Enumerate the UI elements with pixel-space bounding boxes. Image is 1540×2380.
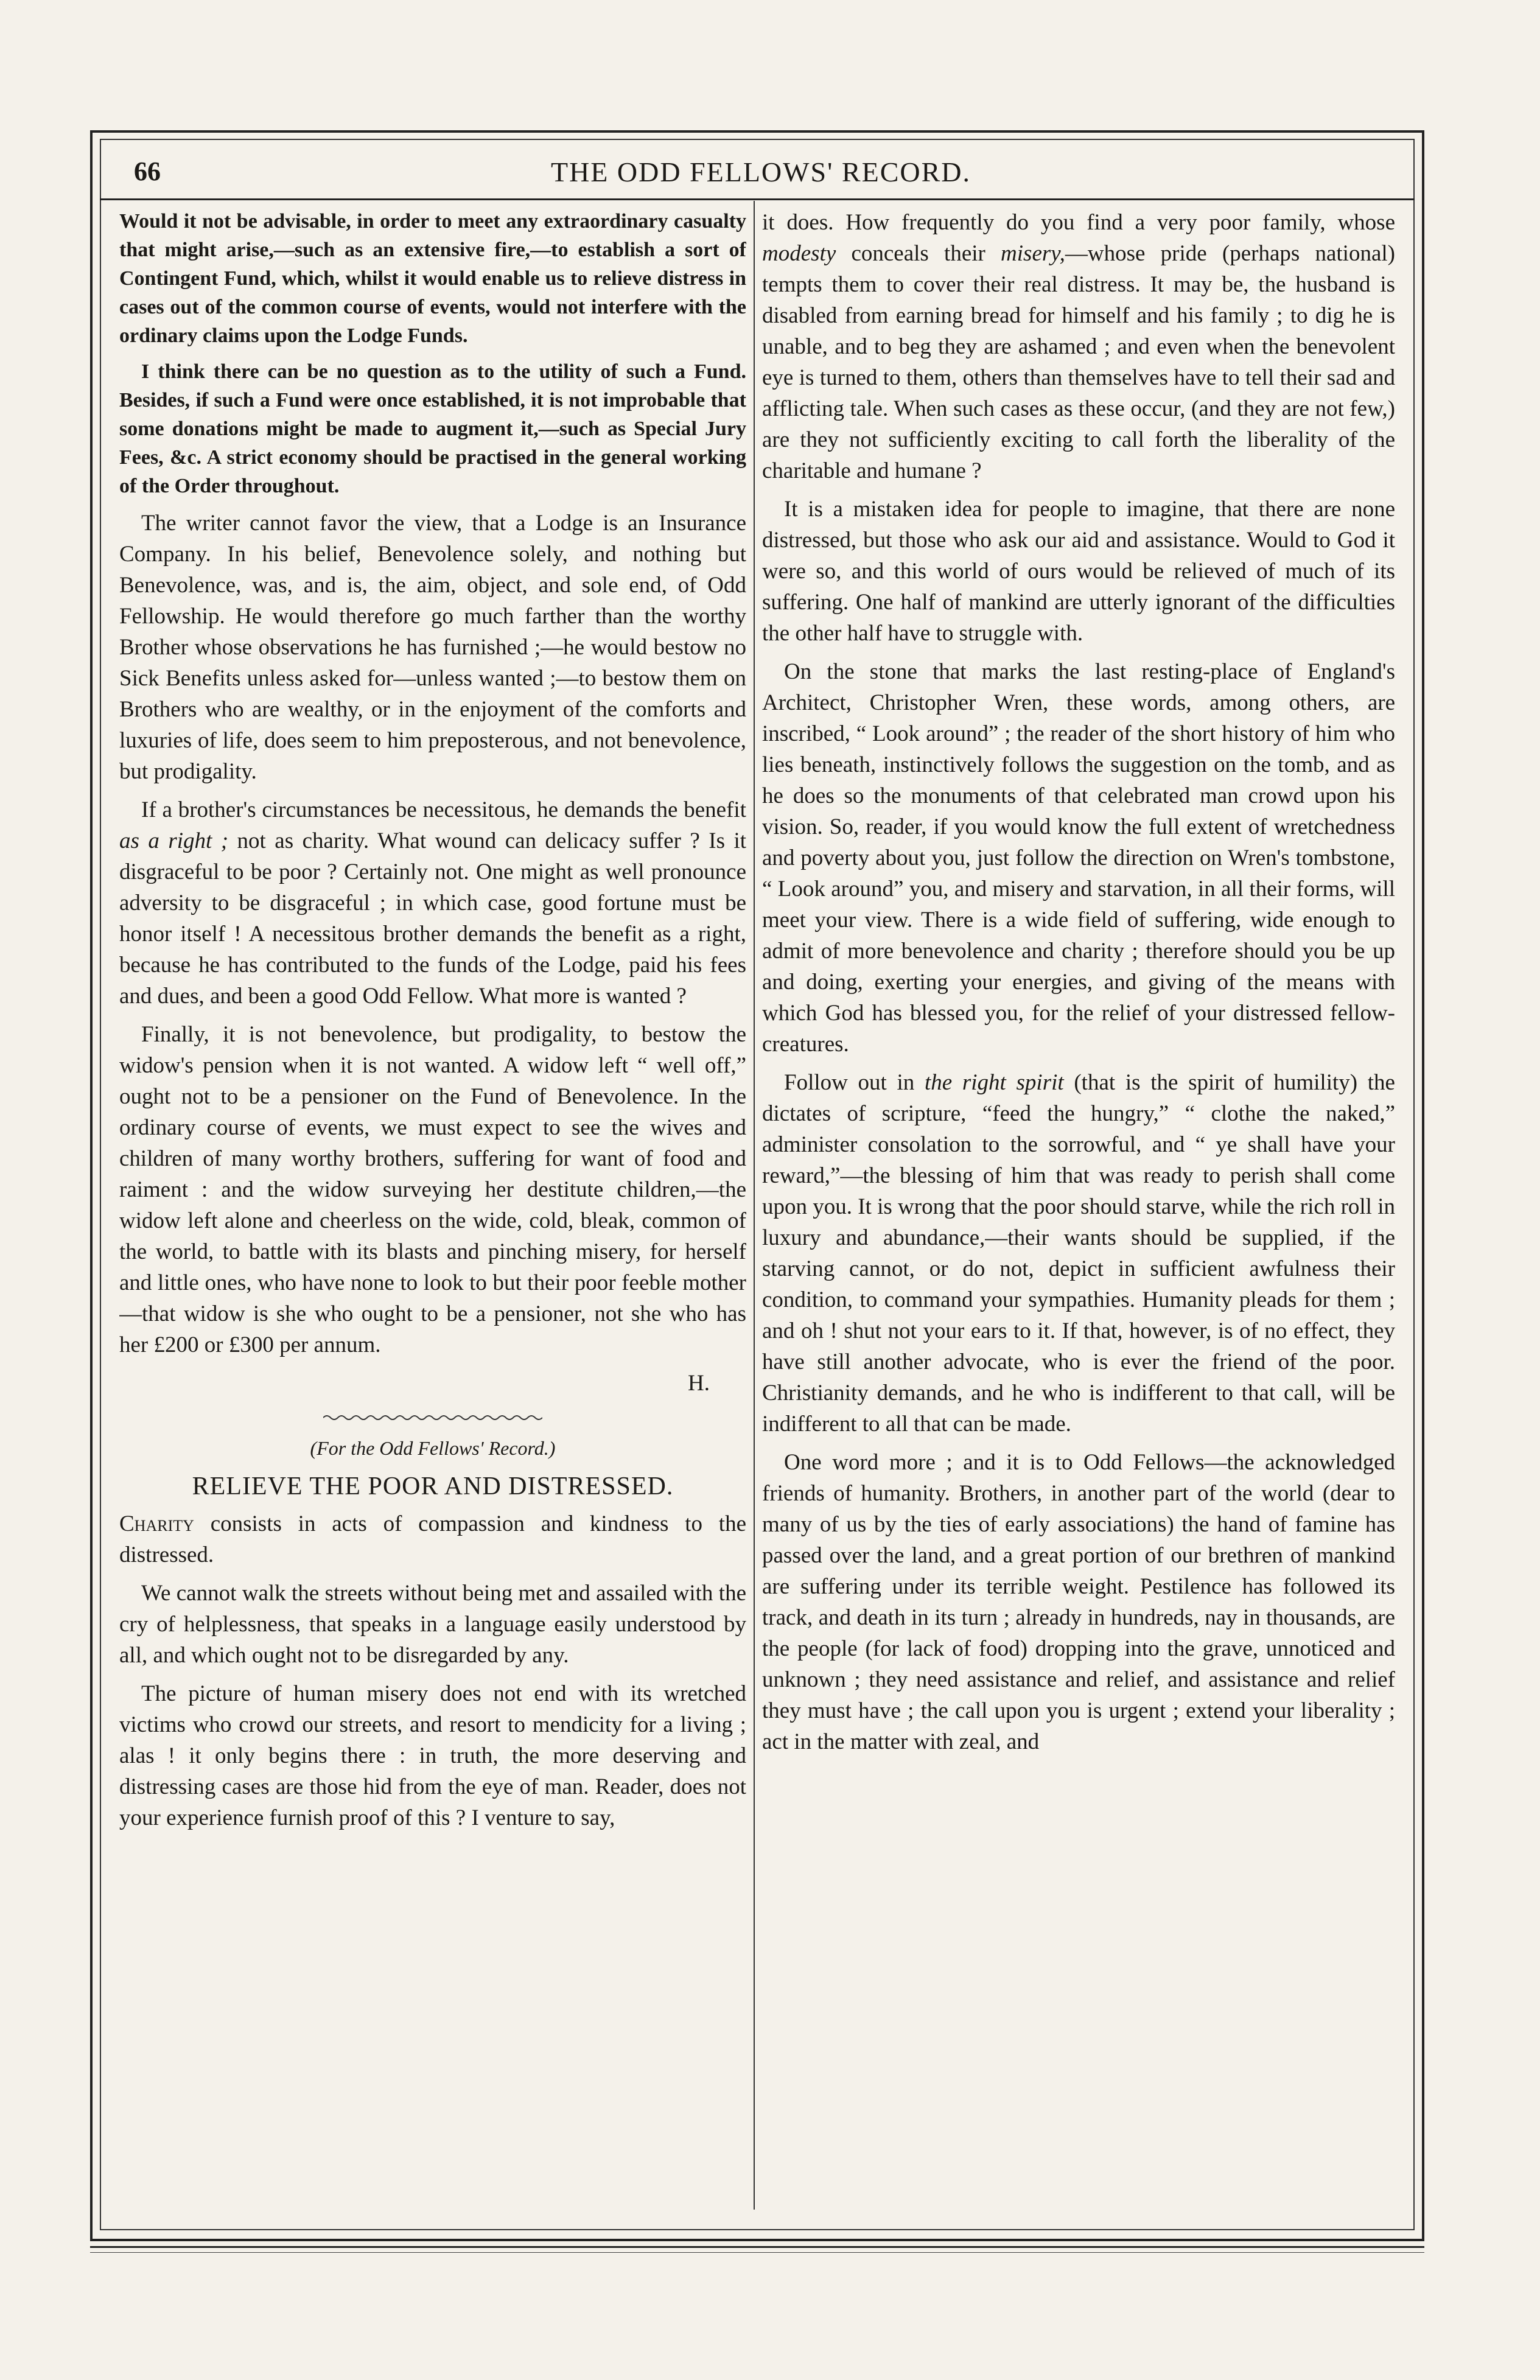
- header-rule: [100, 198, 1415, 200]
- paragraph: One word more ; and it is to Odd Fellows—the acknowledged friends of humanity. Brothers, in another part of the world (dear to many of us by the ties of early associations) the hand of famine has passed over the land, and a great portion of our brethren of mankind are suffering under its terrible weight. Pestilence has followed its track, and death in its turn ; already in hundreds, nay in thousands, are the people (for lack of food) dropping into the grave, unnoticed and unknown ; they need assistance and relief, and assistance and relief they must have ; the call upon you is urgent ; extend your liberality ; act in the matter with zeal, and: [762, 1450, 1395, 1754]
- text-run: conceals their: [836, 241, 1001, 266]
- text-run: —whose pride (perhaps national) tempts them to cover their real distress. It may be, the husband is disabled from earning bread for himself and his family ; to dig he is unable, and to beg they are ashamed ; and even when the benevolent eye is turned to them, others than themselves have to tell their sad and afflicting tale. When such cases as these occur, (and they are not few,) are they not sufficiently exciting to call forth the liberality of the charitable and humane ?: [762, 241, 1395, 483]
- column-divider: [754, 201, 755, 2210]
- left-column: [119, 207, 746, 2216]
- paragraph: Would it not be advisable, in order to meet any extraordinary casualty that might arise,—such as an extensive fire,—to establish a sort of Contingent Fund, which, whilst it would enable us to relieve distress in cases out of the common course of events, would not interfere with the ordinary claims upon the Lodge Funds.: [119, 210, 746, 347]
- author-signature: H.: [688, 1371, 710, 1396]
- paragraph: [762, 1067, 1395, 1440]
- paragraph: The picture of human misery does not end with its wretched victims who crowd our streets, and resort to mendicity for a living ; alas ! it only begins there : in truth, the more deserving and distressing cases are those hid from the eye of man. Reader, does not your experience furnish proof of this ? I venture to say,: [119, 1681, 746, 1830]
- text-run: Follow out in: [784, 1070, 925, 1095]
- page-number: 66: [134, 156, 161, 186]
- footer-rule: [90, 2246, 1424, 2248]
- paragraph: The writer cannot favor the view, that a Lodge is an Insurance Company. In his belief, Benevolence solely, and nothing but Benevolence, was, and is, the aim, object, and sole end, of Odd Fellowship. He would therefore go much farther than the worthy Brother whose observations he has furnished ;—he would bestow no Sick Benefits unless asked for—unless wanted ;—to bestow them on Brothers who are wealthy, or in the enjoyment of the comforts and luxuries of life, does seem to him preposterous, and not benevolence, but prodigality.: [119, 511, 746, 784]
- source-note: (For the Odd Fellows' Record.): [310, 1437, 556, 1459]
- smallcaps-lead: Charity: [119, 1511, 194, 1536]
- italic-text: as a right ;: [119, 828, 229, 853]
- paragraph: [119, 794, 746, 1012]
- paragraph: On the stone that marks the last resting-place of England's Architect, Christopher Wren, these words, among others, are inscribed, “ Look around” ; the reader of the short history of him who lies beneath, instinctively follows the suggestion on the tomb, and as he does so the monuments of that celebrated man crowd upon his vision. So, reader, if you would know the full extent of wretchedness and poverty about you, just follow the direction on Wren's tombstone, “ Look around” you, and misery and starvation, in all their forms, will meet your view. There is a wide field of suffering, wide enough to admit of more benevolence and charity ; therefore should you be up and doing, exerting your energies, and giving of the means with which God has blessed you, for the relief of your distressed fellow-creatures.: [762, 659, 1395, 1057]
- italic-text: the right spirit: [924, 1070, 1064, 1095]
- paragraph: [762, 207, 1395, 486]
- italic-text: misery,: [1001, 241, 1065, 266]
- running-title: THE ODD FELLOWS' RECORD.: [550, 156, 971, 187]
- footer-rule: [90, 2252, 1424, 2253]
- text-run: consists in acts of compassion and kindness to the distressed.: [119, 1511, 746, 1567]
- paragraph: Finally, it is not benevolence, but prodigality, to bestow the widow's pension when it is not wanted. A widow left “ well off,” ought not to be a pensioner on the Fund of Benevolence. In the ordinary course of events, we must expect to see the wives and children of many worthy brothers, suffering for want of food and raiment : and the widow surveying her destitute children,—the widow left alone and cheerless on the wide, cold, bleak, common of the world, to battle with its blasts and pinching misery, for herself and little ones, who have none to look to but their poor feeble mother—that widow is she who ought to be a pensioner, not she who has her £200 or £300 per annum.: [119, 1022, 746, 1357]
- page-header: [122, 156, 1400, 192]
- text-run: not as charity. What wound can delicacy suffer ? Is it disgraceful to be poor ? Certainly not. One might as well pronounce adversity to be disgraceful ; in which case, good fortune must be honor itself ! A necessitous brother demands the benefit as a right, because he has contributed to the funds of the Lodge, paid his fees and dues, and been a good Odd Fellow. What more is wanted ?: [119, 828, 746, 1009]
- article-title: RELIEVE THE POOR AND DISTRESSED.: [192, 1472, 674, 1500]
- paragraph: It is a mistaken idea for people to imagine, that there are none distressed, but those who ask our aid and assistance. Would to God it were so, and this world of ours would be relieved of much of its suffering. One half of mankind are utterly ignorant of the difficulties the other half have to struggle with.: [762, 497, 1395, 646]
- text-run: If a brother's circumstances be necessitous, he demands the benefit: [141, 797, 746, 822]
- paragraph: We cannot walk the streets without being met and assailed with the cry of helplessness, that speaks in a language easily understood by all, and which ought not to be disregarded by any.: [119, 1581, 746, 1668]
- paragraph: I think there can be no question as to the utility of such a Fund. Besides, if such a Fund were once established, it is not improbable that some donations might be made to augment it,—such as Special Jury Fees, &c. A strict economy should be practised in the general working of the Order throughout.: [119, 360, 746, 497]
- right-column: [762, 207, 1395, 2216]
- text-run: it does. How frequently do you find a very poor family, whose: [762, 210, 1395, 235]
- text-run: (that is the spirit of humility) the dictates of scripture, “feed the hungry,” “ clothe the naked,” administer consolation to the sorrowful, and “ ye shall have your reward,”—the blessing of him that was ready to perish shall come upon you. It is wrong that the poor should starve, while the rich roll in luxury and abundance,—their wants should be supplied, if the starving cannot, or do not, depict in sufficient awfulness their condition, to command your sympathies. Humanity pleads for them ; and oh ! shut not your ears to it. If that, however, is of no effect, they have still another advocate, who is ever the friend of the poor. Christianity demands, and he who is indifferent to that call, will be indifferent to all that can be made.: [762, 1070, 1395, 1437]
- italic-text: modesty: [762, 241, 836, 266]
- paragraph: [119, 1508, 746, 1570]
- decorative-wavy-rule: [323, 1413, 542, 1422]
